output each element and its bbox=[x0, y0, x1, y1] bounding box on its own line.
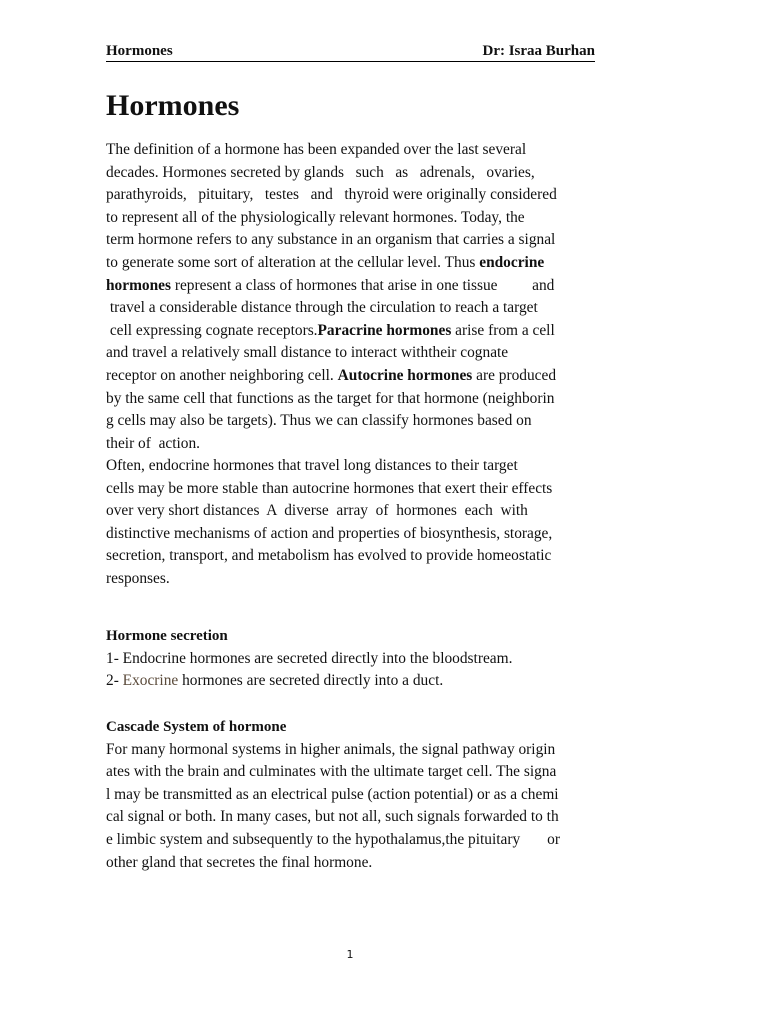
text-line: their of action. bbox=[106, 434, 201, 452]
term-endocrine: endocrine bbox=[479, 253, 545, 271]
text-span: receptor on another neighboring cell. bbox=[106, 366, 338, 384]
text-line: over very short distances A diverse array of hormones each with bbox=[106, 502, 528, 520]
second-paragraph bbox=[106, 455, 596, 591]
cascade-section bbox=[106, 716, 596, 874]
text-span: cell expressing cognate receptors. bbox=[106, 321, 318, 339]
text-span: 2- bbox=[106, 672, 123, 690]
text-line: and travel a relatively small distance to interact withtheir cognate bbox=[106, 344, 509, 362]
text-span: hormones are secreted directly into a duct. bbox=[178, 672, 444, 690]
running-header bbox=[106, 42, 595, 62]
text-line: distinctive mechanisms of action and properties of biosynthesis, storage, bbox=[106, 524, 553, 542]
text-line: l may be transmitted as an electrical pulse (action potential) or as a chemi bbox=[106, 785, 559, 803]
text-line: parathyroids, pituitary, testes and thyroid were originally considered bbox=[106, 186, 557, 204]
text-span: are produced bbox=[472, 366, 557, 384]
page-number: 1 bbox=[346, 948, 354, 961]
text-span: arise from a cell bbox=[451, 321, 555, 339]
text-line: ates with the brain and culminates with the ultimate target cell. The signa bbox=[106, 763, 557, 781]
section-heading: Hormone secretion bbox=[106, 628, 228, 644]
text-line bbox=[106, 365, 596, 388]
intro-paragraph bbox=[106, 139, 596, 455]
text-line: g cells may also be targets). Thus we can classify hormones based on bbox=[106, 412, 532, 430]
text-line: decades. Hormones secreted by glands such as adrenals, ovaries, bbox=[106, 163, 535, 181]
text-line: e limbic system and subsequently to the hypothalamus,the pituitary or bbox=[106, 830, 560, 848]
text-line: to represent all of the physiologically relevant hormones. Today, the bbox=[106, 208, 525, 226]
text-span: to generate some sort of alteration at the cellular level. Thus bbox=[106, 253, 480, 271]
text-span: represent a class of hormones that arise in one tissue and bbox=[170, 276, 555, 294]
text-line: The definition of a hormone has been expanded over the last several bbox=[106, 141, 527, 158]
text-line: responses. bbox=[106, 569, 170, 587]
text-line: travel a considerable distance through the circulation to reach a target bbox=[106, 299, 538, 317]
list-item bbox=[106, 670, 596, 693]
text-line: secretion, transport, and metabolism has evolved to provide homeostatic bbox=[106, 547, 552, 565]
header-right: Dr: Israa Burhan bbox=[482, 43, 595, 59]
text-line: term hormone refers to any substance in an organism that carries a signal bbox=[106, 231, 556, 249]
term-autocrine: Autocrine hormones bbox=[337, 366, 473, 384]
section-heading: Cascade System of hormone bbox=[106, 719, 287, 735]
text-line: cells may be more stable than autocrine hormones that exert their effects bbox=[106, 479, 553, 497]
text-line bbox=[106, 252, 596, 275]
page-title: Hormones bbox=[106, 89, 240, 122]
secretion-section bbox=[106, 625, 596, 693]
list-item: 1- Endocrine hormones are secreted directly into the bloodstream. bbox=[106, 649, 513, 667]
term-hormones: hormones bbox=[106, 276, 171, 294]
text-line bbox=[106, 320, 596, 343]
text-line: by the same cell that functions as the target for that hormone (neighborin bbox=[106, 389, 555, 407]
text-line: other gland that secretes the final hormone. bbox=[106, 853, 373, 871]
text-line: cal signal or both. In many cases, but not all, such signals forwarded to th bbox=[106, 808, 559, 826]
text-line: Often, endocrine hormones that travel long distances to their target bbox=[106, 457, 518, 474]
header-left: Hormones bbox=[106, 43, 173, 59]
text-line bbox=[106, 275, 596, 298]
text-line: For many hormonal systems in higher animals, the signal pathway origin bbox=[106, 740, 556, 758]
term-exocrine: Exocrine bbox=[122, 672, 179, 690]
term-paracrine: Paracrine hormones bbox=[317, 321, 452, 339]
